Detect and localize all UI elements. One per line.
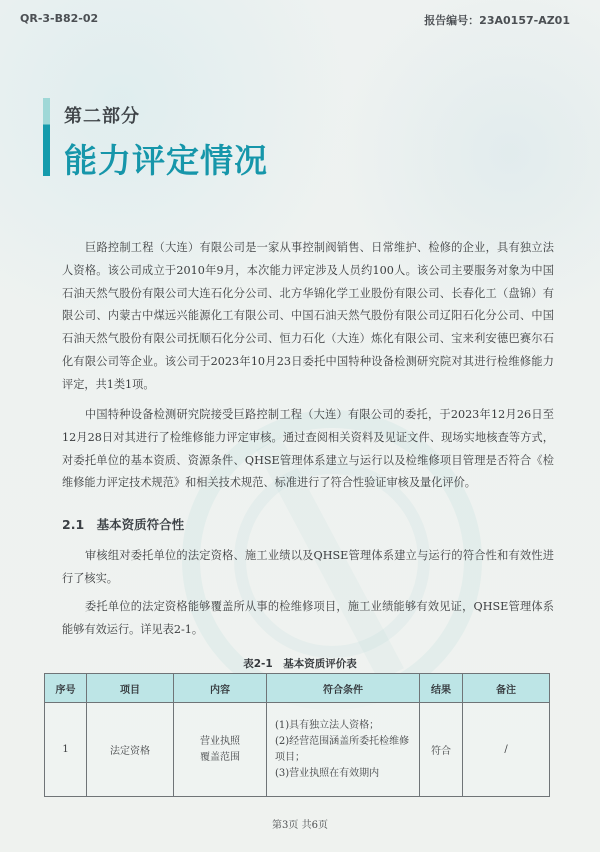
column-header-conditions: 符合条件 <box>267 674 420 703</box>
table-title: 表2-1 基本资质评价表 <box>243 658 357 670</box>
part-label: 第二部分 <box>64 106 140 127</box>
cell-item: 法定资格 <box>87 703 174 797</box>
section-2-1-paragraph-2: 委托单位的法定资格能够覆盖所从事的检维修项目，施工业绩能够有效见证，QHSE管理体系能够有效运行。详见表2-1。 <box>62 600 554 636</box>
content-line-1: 营业执照 <box>200 735 240 747</box>
intro-paragraph-1: 巨路控制工程（大连）有限公司是一家从事控制阀销售、日常维护、检修的企业，具有独立法人资格。该公司成立于2010年9月，本次能力评定涉及人员约100人。该公司主要服务对象为中国石油天然气股份有限公司大连石化分公司、北方华锦化学工业股份有限公司、长春化工（盘锦）有限公司、内蒙古中煤远兴能源化工有限公司、中国石油天然气股份有限公司辽阳石化分公司、中国石油天然气股份有限公司抚顺石化分公司、恒力石化（大连）炼化有限公司、宝来利安德巴赛尔石化有限公司等企业。该公司于2023年10月23日委托中国特种设备检测研究院对其进行检维修能力评定，共1类1项。 <box>62 241 554 391</box>
page-title: 能力评定情况 <box>64 141 268 180</box>
column-header-content: 内容 <box>174 674 267 703</box>
table-header-row <box>45 674 550 703</box>
section-heading-2-1: 2.1 基本资质符合性 <box>62 517 185 532</box>
cell-result: 符合 <box>420 703 463 797</box>
condition-line-3: (3)营业执照在有效期内 <box>275 767 380 779</box>
basic-qualification-table <box>44 673 549 795</box>
document-code: QR-3-B82-02 <box>20 12 99 25</box>
page-header <box>20 12 570 30</box>
intro-paragraph-2: 中国特种设备检测研究院接受巨路控制工程（大连）有限公司的委托，于2023年12月26日至12月28日对其进行了检维修能力评定审核。通过查阅相关资料及见证文件、现场实地核查等方式，对委托单位的基本资质、资源条件、QHSE管理体系建立与运行以及检维修项目管理是否符合《检维修能力评定技术规范》和相关技术规范、标准进行了符合性验证审核及量化评价。 <box>62 408 554 490</box>
section-accent-bar <box>43 98 50 176</box>
section-2-1-paragraph-1: 审核组对委托单位的法定资格、施工业绩以及QHSE管理体系建立与运行的符合性和有效性进行了核实。 <box>62 549 554 585</box>
cell-conditions <box>267 703 420 797</box>
report-number: 报告编号：23A0157-AZ01 <box>424 14 570 27</box>
qualification-table <box>44 673 550 797</box>
column-header-seq: 序号 <box>45 674 87 703</box>
cell-note: / <box>463 703 550 797</box>
table-row <box>45 703 550 797</box>
page-footer: 第3页 共6页 <box>272 820 328 831</box>
condition-line-2: (2)经营范围涵盖所委托检维修项目； <box>275 735 410 763</box>
cell-content <box>174 703 267 797</box>
condition-line-1: (1)具有独立法人资格； <box>275 719 380 731</box>
column-header-note: 备注 <box>463 674 550 703</box>
content-line-2: 覆盖范围 <box>200 751 240 763</box>
cell-seq: 1 <box>45 703 87 797</box>
column-header-item: 项目 <box>87 674 174 703</box>
column-header-result: 结果 <box>420 674 463 703</box>
